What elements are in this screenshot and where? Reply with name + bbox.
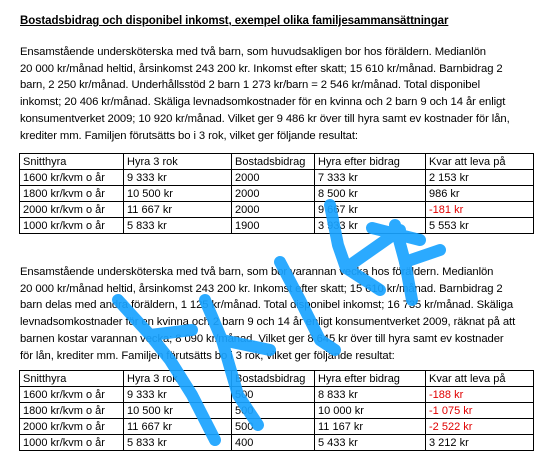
- paragraph-single-parent-main: [20, 44, 532, 144]
- table-cell: 1600 kr/kvm o år: [20, 170, 124, 186]
- table-row: [20, 218, 534, 234]
- paragraph-line: barn delas med andra föräldern, 1 125 kr/månad. Total disponibel inkomst; 16 735 kr/månad. Skäliga: [20, 299, 514, 312]
- table-cell: 500: [232, 387, 315, 403]
- table-cell: -1 075 kr: [426, 403, 534, 419]
- table-cell: 11 667 kr: [124, 202, 232, 218]
- header-cell: Bostadsbidrag: [232, 371, 315, 387]
- table-row: [20, 419, 534, 435]
- table-cell: 10 000 kr: [315, 403, 426, 419]
- header-cell: Snitthyra: [20, 371, 124, 387]
- header-cell: Kvar att leva på: [426, 371, 534, 387]
- table-cell: 400: [232, 435, 315, 451]
- paragraph-line: 20 000 kr/månad heltid, årsinkomst 243 200 kr. Inkomst efter skatt; 15 610 kr/månad. Barnbidrag 2: [20, 282, 503, 295]
- table-cell: 8 833 kr: [315, 387, 426, 403]
- header-cell: Hyra 3 rok: [124, 371, 232, 387]
- table-cell: 1800 kr/kvm o år: [20, 403, 124, 419]
- paragraph-line: inkomst; 20 406 kr/månad. Skäliga levnadsomkostnader för en kvinna och 2 barn 9 och 14 år enligt: [20, 96, 506, 109]
- table-row: [20, 387, 534, 403]
- header-cell: Bostadsbidrag: [232, 154, 315, 170]
- table-cell: 1600 kr/kvm o år: [20, 387, 124, 403]
- paragraph-line: krediter mm. Familjen förutsätts bo i 3 rok, vilket ger följande resultat:: [20, 129, 358, 142]
- paragraph-line: Ensamstående undersköterska med två barn, som bor varannan vecka hos föräldern. Medianlön: [20, 266, 494, 278]
- rent-table-1: [19, 153, 534, 234]
- paragraph-line: levnadsomkostnader för en kvinna och 2 barn 9 och 14 år enligt konsumentverket 2009, räknat på att: [20, 316, 516, 329]
- table-cell: 5 833 kr: [124, 218, 232, 234]
- paragraph-line: barn, 2 250 kr/månad. Underhållsstöd 2 barn 1 273 kr/barn = 2 546 kr/månad. Total disponibel: [20, 79, 481, 92]
- table-row: [20, 186, 534, 202]
- table-cell: -2 522 kr: [426, 419, 534, 435]
- table-cell: 2000: [232, 186, 315, 202]
- table-cell: 500: [232, 419, 315, 435]
- document-title: Bostadsbidrag och disponibel inkomst, exempel olika familjesammansättningar: [20, 15, 449, 27]
- table-header-row: [20, 154, 534, 170]
- table-cell: 1000 kr/kvm o år: [20, 435, 124, 451]
- table-cell: 2000: [232, 202, 315, 218]
- table-cell: 9 333 kr: [124, 387, 232, 403]
- table-cell: 11 167 kr: [315, 419, 426, 435]
- table-cell: 10 500 kr: [124, 403, 232, 419]
- paragraph-line: 20 000 kr/månad heltid, årsinkomst 243 200 kr. Inkomst efter skatt; 15 610 kr/månad. Barnbidrag 2: [20, 62, 503, 75]
- table-row: [20, 403, 534, 419]
- header-cell: Hyra efter bidrag: [315, 154, 426, 170]
- paragraph-line: barnen kostar varannan vecka; 8 090 kr/månad. Vilket ger 8 645 kr över till hyra samt ev kostnader: [20, 332, 504, 345]
- paragraph-line: Ensamstående undersköterska med två barn, som huvudsakligen bor hos föräldern. Medianlön: [20, 46, 486, 58]
- table-cell: 9 333 kr: [124, 170, 232, 186]
- table-cell: 986 kr: [426, 186, 534, 202]
- table-cell: 1000 kr/kvm o år: [20, 218, 124, 234]
- table-cell: 5 553 kr: [426, 218, 534, 234]
- paragraph-line: för lån, krediter mm. Familjen förutsätts bo i 3 rok, vilket ger följande resultat:: [20, 349, 395, 362]
- table-cell: -181 kr: [426, 202, 534, 218]
- table-cell: 5 833 kr: [124, 435, 232, 451]
- table-cell: 2000 kr/kvm o år: [20, 202, 124, 218]
- table-cell: 1900: [232, 218, 315, 234]
- table-cell: 2000 kr/kvm o år: [20, 419, 124, 435]
- header-cell: Hyra efter bidrag: [315, 371, 426, 387]
- paragraph-shared-custody: [20, 264, 532, 364]
- table-cell: 7 333 kr: [315, 170, 426, 186]
- paragraph-line: konsumentverket 2009; 10 920 kr/månad. Vilket ger 9 486 kr över till hyra samt ev kostnader för lån,: [20, 112, 510, 125]
- table-cell: 2 153 kr: [426, 170, 534, 186]
- table-cell: 500: [232, 403, 315, 419]
- table-cell: 3 933 kr: [315, 218, 426, 234]
- table-cell: 1800 kr/kvm o år: [20, 186, 124, 202]
- table-row: [20, 170, 534, 186]
- table-cell: 5 433 kr: [315, 435, 426, 451]
- header-cell: Snitthyra: [20, 154, 124, 170]
- header-cell: Hyra 3 rok: [124, 154, 232, 170]
- table-cell: 8 500 kr: [315, 186, 426, 202]
- table-cell: 3 212 kr: [426, 435, 534, 451]
- table-header-row: [20, 371, 534, 387]
- table-cell: 9 667 kr: [315, 202, 426, 218]
- header-cell: Kvar att leva på: [426, 154, 534, 170]
- table-cell: 2000: [232, 170, 315, 186]
- table-row: [20, 202, 534, 218]
- table-cell: -188 kr: [426, 387, 534, 403]
- table-cell: 10 500 kr: [124, 186, 232, 202]
- rent-table-2: [19, 370, 534, 451]
- table-cell: 11 667 kr: [124, 419, 232, 435]
- table-row: [20, 435, 534, 451]
